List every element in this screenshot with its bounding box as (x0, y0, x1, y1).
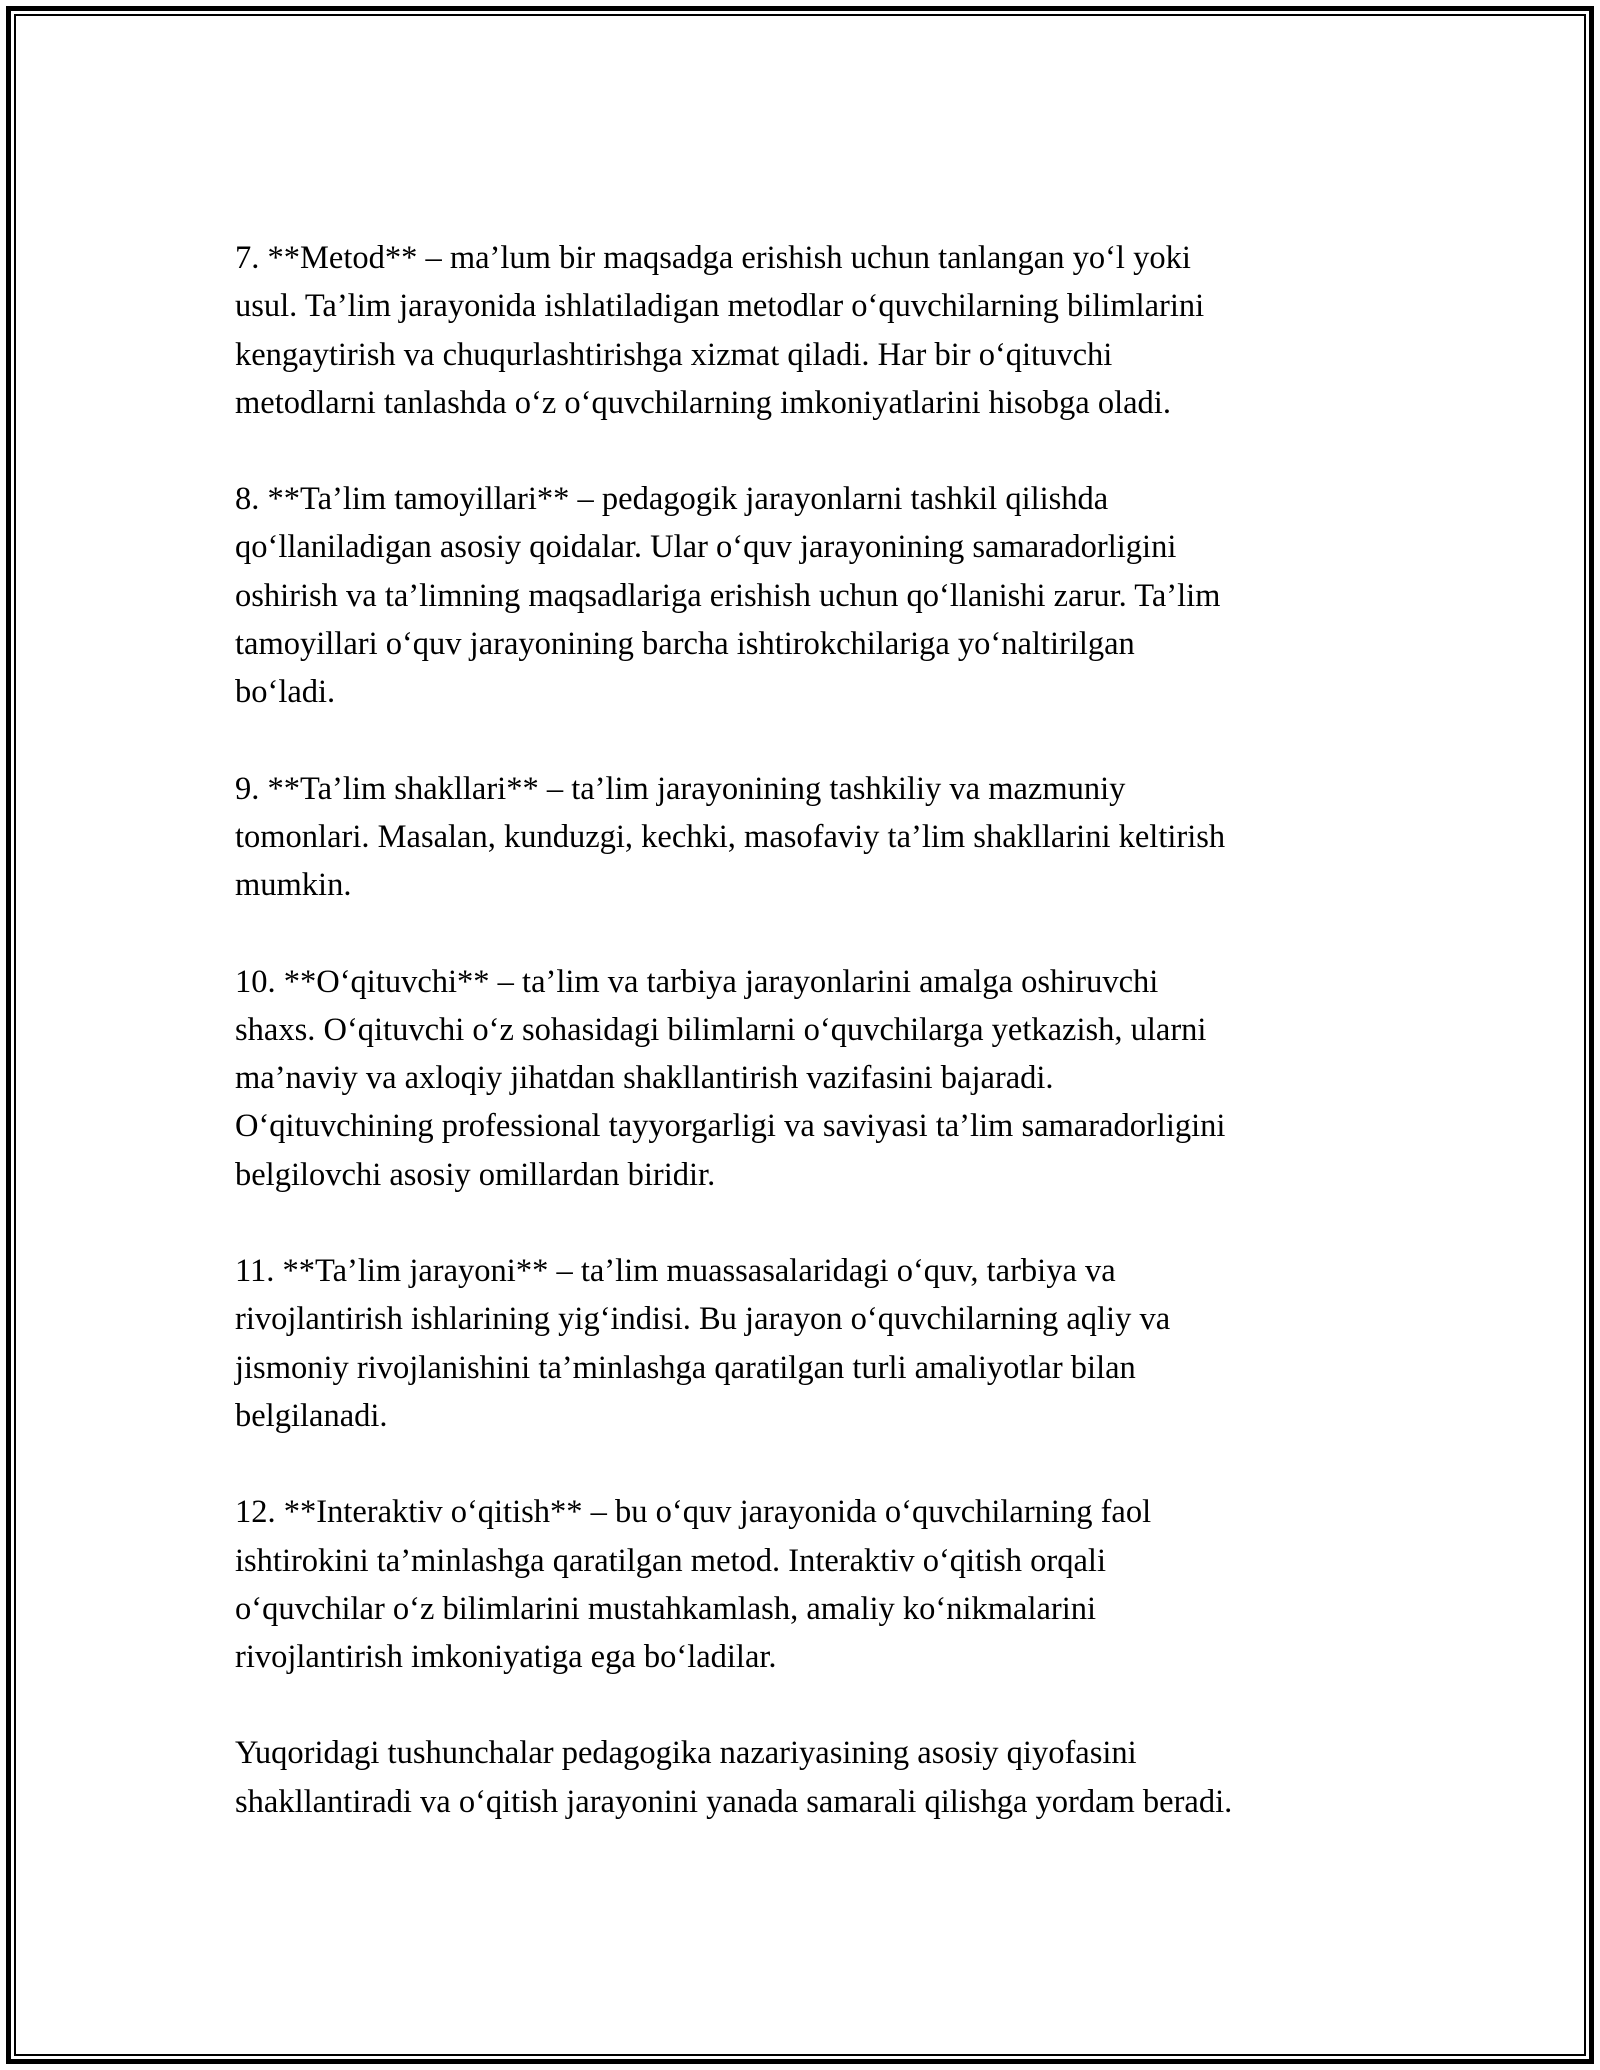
paragraph-oqituvchi: 10. **O‘qituvchi** – ta’lim va tarbiya jarayonlarini amalga oshiruvchi shaxs. O‘qituvchi o‘z sohasidagi bilimlarni o‘quvchilarga yetkazish, ularni ma’naviy va axloqiy jihatdan shakllantirish vazifasini bajaradi. O‘qituvchining professional tayyorgarligi va saviyasi ta’lim samaradorligini belgilovchi asosiy omillardan biridir. (235, 963, 1226, 1193)
document-body (235, 234, 1375, 1874)
paragraph-talim-jarayoni: 11. **Ta’lim jarayoni** – ta’lim muassasalaridagi o‘quv, tarbiya va rivojlantirish ishlarining yig‘indisi. Bu jarayon o‘quvchilarning aqliy va jismoniy rivojlanishini ta’minlashga qaratilgan turli amaliyotlar bilan belgilanadi. (235, 1253, 1171, 1434)
paragraph-interaktiv-oqitish: 12. **Interaktiv o‘qitish** – bu o‘quv jarayonida o‘quvchilarning faol ishtirokini ta’minlashga qaratilgan metod. Interaktiv o‘qitish orqali o‘quvchilar o‘z bilimlarini mustahkamlash, amaliy ko‘nikmalarini rivojlantirish imkoniyatiga ega bo‘ladilar. (235, 1494, 1152, 1676)
paragraph-talim-shakllari: 9. **Ta’lim shakllari** – ta’lim jarayonining tashkiliy va mazmuniy tomonlari. Masalan, kunduzgi, kechki, masofaviy ta’lim shakllarini keltirish mumkin. (235, 770, 1226, 904)
paragraph-conclusion: Yuqoridagi tushunchalar pedagogika nazariyasining asosiy qiyofasini shakllantiradi va o‘qitish jarayonini yanada samarali qilishga yordam beradi. (235, 1735, 1233, 1820)
paragraph-metod: 7. **Metod** – ma’lum bir maqsadga erishish uchun tanlangan yo‘l yoki usul. Ta’lim jarayonida ishlatiladigan metodlar o‘quvchilarning bilimlarini kengaytirish va chuqurlashtirishga xizmat qiladi. Har bir o‘qituvchi metodlarni tanlashda o‘z o‘quvchilarning imkoniyatlarini hisobga oladi. (235, 240, 1205, 421)
paragraph-talim-tamoyillari: 8. **Ta’lim tamoyillari** – pedagogik jarayonlarni tashkil qilishda qo‘llaniladigan asosiy qoidalar. Ular o‘quv jarayonining samaradorligini oshirish va ta’limning maqsadlariga erishish uchun qo‘llanishi zarur. Ta’lim tamoyillari o‘quv jarayonining barcha ishtirokchilariga yo‘naltirilgan bo‘ladi. (235, 481, 1221, 711)
